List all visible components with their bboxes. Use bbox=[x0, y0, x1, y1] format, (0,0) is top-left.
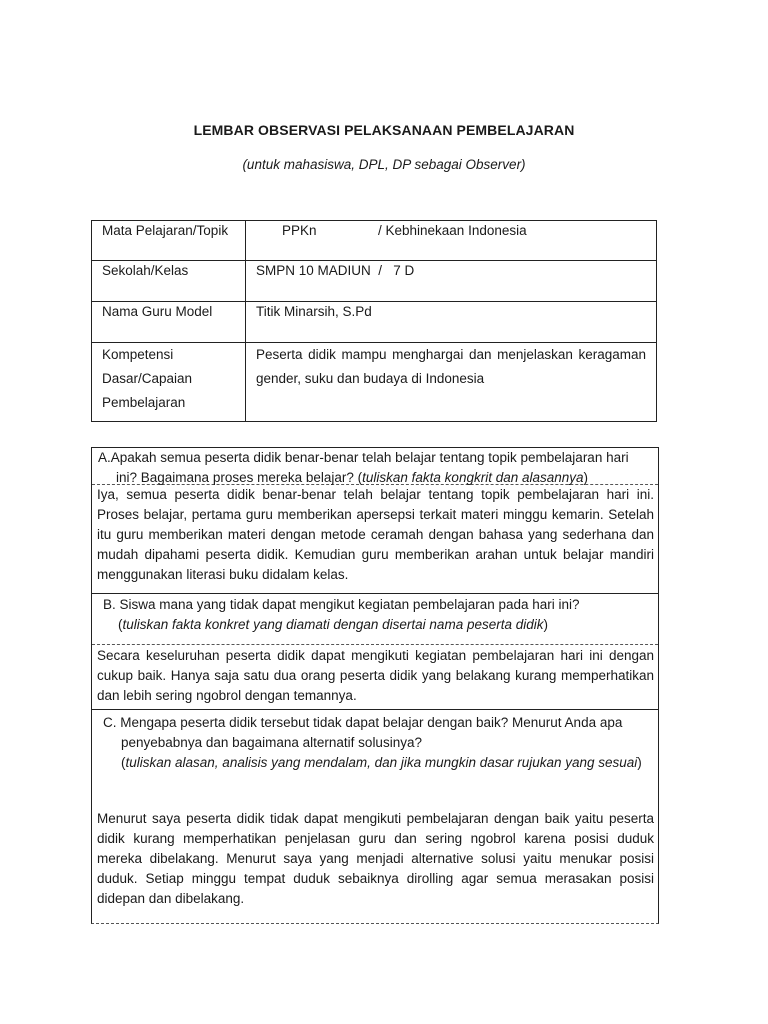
section-b-answer: Secara keseluruhan peserta didik dapat mengikuti kegiatan pembelajaran hari ini dengan cukup baik. Hanya saja satu dua orang peserta didik yang belakang kurang memperhatikan dan lebih sering ngobrol dengan temannya. bbox=[97, 648, 654, 703]
subject-label: Mata Pelajaran/Topik bbox=[92, 221, 246, 261]
school-value: SMPN 10 MADIUN / 7 D bbox=[246, 261, 657, 302]
section-c bbox=[91, 709, 659, 924]
question-text: ( bbox=[121, 755, 126, 770]
subject-value: PPKn bbox=[282, 223, 317, 238]
question-line: B. Siswa mana yang tidak dapat mengikut kegiatan pembelajaran pada hari ini? bbox=[103, 597, 580, 612]
competency-label-line: Pembelajaran bbox=[102, 395, 186, 410]
question-text: ) bbox=[583, 470, 589, 485]
teacher-label: Nama Guru Model bbox=[92, 302, 246, 343]
competency-value: Peserta didik mampu menghargai dan menjelaskan keragaman gender, suku dan budaya di Indonesia bbox=[246, 343, 657, 422]
document-subtitle: (untuk mahasiswa, DPL, DP sebagai Observer) bbox=[242, 157, 526, 172]
document-title: LEMBAR OBSERVASI PELAKSANAAN PEMBELAJARAN bbox=[193, 122, 575, 138]
question-text: ini? Bagaimana proses mereka belajar? ( bbox=[116, 470, 363, 485]
competency-label-line: Dasar/Capaian bbox=[102, 371, 193, 386]
section-a-question bbox=[92, 448, 658, 484]
section-a bbox=[91, 447, 659, 596]
subject-cell bbox=[246, 221, 657, 261]
school-label: Sekolah/Kelas bbox=[92, 261, 246, 302]
question-text: ( bbox=[118, 617, 123, 632]
table-row bbox=[92, 261, 657, 302]
competency-label-line: Kompetensi bbox=[102, 347, 174, 362]
section-a-answer: Iya, semua peserta didik benar-benar telah belajar tentang topik pembelajaran hari ini. Proses belajar, pertama guru memberikan apersepsi terkait materi minggu kemarin. Setelah itu guru memberikan materi dengan metode ceramah dengan bahasa yang sederhana dan mudah dipahami peserta didik. Kemudian guru memberikan arahan untuk belajar mandiri menggunakan literasi buku didalam kelas. bbox=[97, 487, 654, 582]
question-line bbox=[103, 753, 652, 773]
section-b-question bbox=[92, 594, 658, 644]
table-row bbox=[92, 221, 657, 261]
question-line: A.Apakah semua peserta didik benar-benar telah belajar tentang topik pembelajaran hari bbox=[98, 450, 629, 465]
question-hint: tuliskan fakta konkret yang diamati dengan disertai nama peserta didik bbox=[122, 617, 544, 632]
section-b bbox=[91, 593, 659, 712]
question-line: penyebabnya dan bagaimana alternatif solusinya? bbox=[121, 735, 422, 750]
section-c-answer: Menurut saya peserta didik tidak dapat mengikuti pembelajaran dengan baik yaitu peserta didik kurang memperhatikan penjelasan guru dan sering ngobrol karena posisi duduk mereka dibelakang. Menurut saya yang menjadi alternative solusi yaitu menukar posisi duduk. Setiap minggu tempat duduk sebaiknya dirolling agar semua merasakan posisi didepan dan dibelakang. bbox=[97, 811, 654, 906]
table-row bbox=[92, 343, 657, 422]
section-c-question bbox=[92, 710, 658, 773]
competency-label bbox=[92, 343, 246, 422]
info-table bbox=[91, 220, 657, 422]
table-row bbox=[92, 302, 657, 343]
question-line: C. Mengapa peserta didik tersebut tidak dapat belajar dengan baik? Menurut Anda apa bbox=[103, 715, 623, 730]
teacher-value: Titik Minarsih, S.Pd bbox=[246, 302, 657, 343]
question-hint: tuliskan alasan, analisis yang mendalam, dan jika mungkin dasar rujukan yang sesuai bbox=[125, 755, 638, 770]
topic-value: / Kebhinekaan Indonesia bbox=[378, 223, 527, 238]
question-line bbox=[103, 615, 652, 635]
question-text: ) bbox=[637, 755, 642, 770]
question-hint: tuliskan fakta kongkrit dan alasannya bbox=[362, 470, 584, 485]
question-text: ) bbox=[543, 617, 548, 632]
